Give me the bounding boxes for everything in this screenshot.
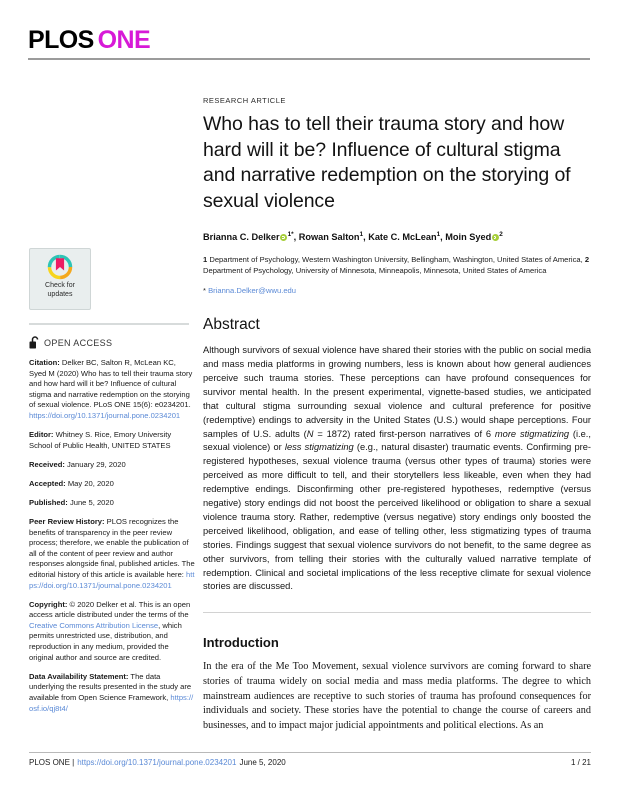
logo-one-word: ONE — [97, 26, 151, 54]
received-block — [29, 460, 195, 471]
affiliations — [203, 254, 591, 276]
author-list: Brianna C. Delker $^{1*}$, Rowan Salton$^1$, Kate C. McLean$^1$, Moin Syed $^2$ — [203, 231, 503, 243]
page-title: Who has to tell their trauma story and how hard will it be? Influence of cultural stigma and narrative redemption on the storying of sexual violence — [203, 113, 571, 212]
peer-review-history-block — [29, 517, 195, 591]
journal-masthead — [28, 28, 590, 60]
article-sidebar — [29, 248, 195, 723]
accepted-date: May 20, 2020 — [65, 478, 114, 488]
footer-journal-name: PLOS ONE | — [29, 758, 75, 767]
corresponding-marker: * — [291, 231, 294, 238]
article-main-column — [203, 96, 591, 733]
affiliation-number-2: 2 — [584, 255, 590, 265]
crossmark-ring-icon — [46, 253, 74, 281]
copyright-text-part2: , which permits unrestricted use, distribution, and reproduction in any medium, provided the original author and source are credited. — [29, 620, 182, 662]
osf-data-link[interactable]: https://osf.io/qj8t4/ — [29, 692, 194, 713]
author-affil-sup-1: 1 — [287, 231, 292, 238]
introduction-body: In the era of the Me Too Movement, sexual violence survivors are coming forward to share stories of trauma widely on social media and mass media platforms. The degree to which mainstream audiences are receptive to such stories of trauma has profound consequences for individuals and society. These stories have the potential to change the course of careers and businesses, and to impact major judicial appointments and political elections. As an — [203, 661, 591, 731]
author-name-1[interactable]: Brianna C. Delker — [203, 232, 280, 243]
badge-line-1: Check for — [45, 282, 75, 289]
data-availability-block — [29, 672, 195, 714]
corresponding-author-email-row — [203, 285, 591, 296]
open-access-label: OPEN ACCESS — [44, 337, 113, 348]
author-name-4[interactable]: Moin Syed — [445, 232, 492, 243]
data-availability-text: The data underlying the results presented in the study are available from Open Science Framework, — [29, 671, 192, 702]
abstract-body — [203, 344, 591, 594]
abstract-italic-more-stigmatizing: more stigmatizing — [494, 428, 570, 439]
abstract-part-1: Although survivors of sexual violence have shared their stories with the public on social media and mass media platforms in growing numbers, less is known about how general audiences perceive such trauma stories. These perceptions can have profound consequences for survivor mental health. In the present experimental, vignette-based studies, we anticipated that cultural stigma surrounding sexual violence and cultural preference for positive (redemptive) endings to adversity in the United States (U.S.) would shape perceptions. Four samples of U.S. adults ( — [203, 345, 591, 439]
citation-doi-link[interactable]: https://doi.org/10.1371/journal.pone.0234201 — [29, 410, 181, 420]
article-type-kicker: RESEARCH ARTICLE — [203, 96, 286, 105]
creative-commons-license-link[interactable]: Creative Commons Attribution License — [29, 620, 159, 630]
affiliation-text-1: Department of Psychology, Western Washington University, Bellingham, Washington, United States of America, — [207, 255, 585, 265]
orcid-icon[interactable] — [492, 234, 499, 241]
accepted-block — [29, 479, 195, 490]
footer-doi-link[interactable]: https://doi.org/10.1371/journal.pone.0234201 — [77, 758, 237, 767]
open-padlock-icon — [29, 336, 40, 349]
abstract-heading: Abstract — [203, 316, 260, 334]
published-block — [29, 498, 195, 509]
page-footer — [29, 752, 591, 767]
page-number: 1 / 21 — [570, 758, 591, 767]
affiliation-number-1: 1 — [203, 255, 208, 265]
citation-text: Delker BC, Salton R, McLean KC, Syed M (2020) Who has to tell their trauma story and how hard will it be? Influence of cultural stigma and narrative redemption on the storying of sexual violence. PLoS ONE 15(6): e0234201. — [29, 358, 193, 410]
footer-citation — [29, 758, 286, 767]
peer-review-doi-link[interactable]: https://doi.org/10.1371/journal.pone.0234201 — [29, 570, 195, 590]
logo-plos-word: PLOS — [28, 26, 94, 54]
bookmark-icon — [56, 258, 64, 270]
published-label: Published: — [29, 497, 68, 507]
citation-label: Citation: — [29, 358, 60, 367]
footer-divider — [29, 752, 591, 753]
open-access-row — [29, 336, 195, 349]
author-name-3[interactable]: Kate C. McLean — [368, 232, 437, 243]
copyright-text-part1: © 2020 Delker et al. This is an open access article distributed under the terms of the — [29, 599, 191, 620]
author-affil-sup-2: 1 — [359, 231, 364, 238]
plos-one-logo[interactable] — [28, 28, 590, 53]
abstract-italic-n: N — [306, 428, 314, 439]
received-date: January 29, 2020 — [64, 459, 126, 469]
published-date: June 5, 2020 — [67, 497, 114, 507]
data-availability-label: Data Availability Statement: — [29, 671, 129, 681]
author-affil-sup-3: 1 — [436, 231, 441, 238]
corresponding-email-link[interactable]: Brianna.Delker@wwu.edu — [208, 286, 296, 296]
citation-block — [29, 358, 195, 422]
author-name-2[interactable]: Rowan Salton — [298, 232, 360, 243]
editor-block — [29, 430, 195, 451]
masthead-divider — [28, 58, 590, 60]
orcid-icon[interactable] — [280, 234, 287, 241]
affiliation-text-2: Department of Psychology, University of Minnesota, Minneapolis, Minnesota, United States of America — [203, 266, 547, 276]
copyright-label: Copyright: — [29, 599, 68, 609]
received-label: Received: — [29, 459, 65, 469]
abstract-part-2: = 1872) rated first-person narratives of 6 — [313, 428, 495, 439]
peer-review-text: PLOS recognizes the benefits of transparency in the peer review process; therefore, we enable the publication of all of the content of peer review and author responses alongside final, published articles. The editorial history of this article is available here: — [29, 517, 195, 579]
corresponding-asterisk: * — [203, 286, 209, 296]
peer-review-label: Peer Review History: — [29, 517, 105, 527]
introduction-heading: Introduction — [203, 635, 279, 651]
editor-text: Whitney S. Rice, Emory University School of Public Health, UNITED STATES — [29, 430, 172, 450]
check-for-updates-badge[interactable] — [29, 248, 91, 310]
badge-line-2: updates — [47, 290, 73, 298]
abstract-part-4: (e.g., natural disaster) traumatic events. Confirming pre-registered hypotheses, sexual violence trauma (versus other types of trauma) stories were perceived as more difficult to tell, and their storytellers less likeable, even when they had redemptive endings. Disconfirming other pre-registered hypotheses, redemptive (versus negative) story endings did not boost the perceived likelihood or obligation to share a sexual violence trauma story. Rather, redemptive (versus negative) story endings only boosted the perceived likelihood, obligation, and ease of telling other, less stigmatizing types of trauma stories. Findings suggest that sexual violence survivors do not benefit, to the same degree as other survivors, from telling their stories with the culturally valued narrative template of redemption. Clinical and societal implications of the less receptive climate for sexual violence stories are discussed. — [203, 442, 592, 592]
abstract-italic-less-stigmatizing: less stigmatizing — [284, 442, 354, 453]
author-affil-sup-4: 2 — [499, 231, 503, 238]
copyright-block — [29, 600, 195, 664]
footer-date: June 5, 2020 — [239, 758, 286, 767]
abstract-introduction-divider — [203, 612, 591, 613]
abstract-part-3: (i.e., sexual violence) or — [203, 428, 591, 453]
sidebar-divider — [29, 323, 189, 325]
editor-label: Editor: — [29, 430, 54, 440]
accepted-label: Accepted: — [29, 478, 66, 488]
